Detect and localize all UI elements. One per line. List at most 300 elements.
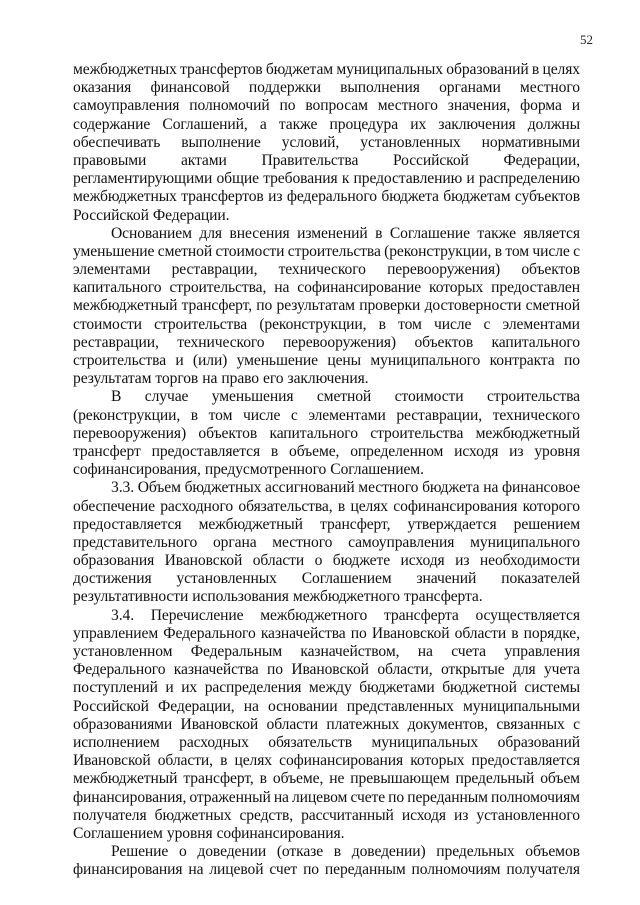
text-line: [73, 861, 580, 879]
text-line: [73, 807, 580, 825]
text-line: [73, 97, 580, 115]
text-line: [73, 588, 580, 606]
word: трансферт,: [320, 515, 391, 533]
word: муниципального: [370, 352, 481, 369]
word: целях: [350, 497, 388, 515]
word: исходя: [401, 806, 446, 824]
word: право: [221, 370, 259, 388]
word: управления: [504, 643, 580, 660]
word: доведении: [197, 843, 267, 861]
word: поддержки: [248, 79, 321, 97]
word: области,: [157, 752, 213, 770]
word: распределению: [478, 170, 580, 188]
word: образований: [497, 733, 580, 751]
word: в: [220, 752, 228, 770]
word: его: [263, 370, 284, 388]
word: для: [199, 224, 222, 242]
text-line: [73, 752, 580, 770]
word: которых: [429, 279, 484, 297]
word: по: [388, 788, 405, 806]
word: на: [274, 279, 290, 297]
word: по: [279, 97, 296, 115]
word: в: [378, 315, 386, 333]
word: учета: [543, 661, 580, 679]
word: между: [308, 679, 352, 697]
text-line: [73, 243, 580, 261]
word: Федерации.: [152, 206, 230, 224]
word: на: [483, 479, 499, 497]
word: исходя: [400, 552, 445, 570]
word: о: [178, 843, 187, 861]
word: строительства: [73, 352, 167, 369]
word: муниципальными: [462, 697, 580, 715]
word: капитального: [73, 279, 162, 297]
word: предоставляется: [471, 752, 580, 770]
word: софинансирования: [279, 752, 404, 770]
word: местного: [272, 533, 333, 551]
word: межбюджетного: [260, 606, 368, 624]
word: строительства: [486, 388, 580, 406]
word: документов,: [407, 715, 488, 733]
word: бюджета: [381, 188, 439, 206]
word: Ивановской: [291, 661, 369, 679]
word: Федерального: [73, 661, 166, 679]
word: строительства: [287, 242, 381, 260]
word: перевооружения): [73, 424, 187, 442]
word: числе: [242, 406, 281, 424]
word: результатам: [276, 297, 355, 315]
word: местного: [519, 79, 580, 97]
word: трансферт: [73, 442, 141, 460]
text-line: [73, 734, 580, 752]
text-line: [73, 443, 580, 461]
word: по: [350, 624, 367, 642]
word: объем: [540, 770, 580, 788]
word: капитального: [491, 333, 580, 351]
word: Ивановской: [73, 752, 151, 770]
word: предоставляется: [151, 442, 261, 460]
word: полномочиям: [411, 861, 501, 879]
word: бюджете: [332, 552, 391, 570]
word: в: [337, 497, 346, 515]
word: из: [268, 188, 283, 206]
word: Российской: [73, 206, 149, 224]
word: представительного: [73, 533, 198, 551]
word: Федеральным: [190, 643, 282, 660]
text-line: [73, 61, 580, 79]
word: сметной: [157, 242, 213, 260]
word: связанных: [496, 715, 565, 733]
word: Соглашением: [301, 570, 392, 588]
word: установленного: [476, 806, 580, 824]
word: лицевом: [292, 788, 348, 806]
word: перевооружения): [387, 261, 501, 279]
word: использования: [192, 588, 289, 606]
word: порядке,: [523, 624, 580, 642]
word: и: [165, 679, 174, 697]
text-line: [73, 534, 580, 552]
word: уровня: [534, 442, 580, 460]
word: бюджетных: [154, 806, 232, 824]
word: в: [190, 406, 199, 424]
word: технического: [492, 406, 580, 424]
word: субъектов: [514, 188, 580, 206]
word: межбюджетных: [73, 61, 177, 78]
word: является: [523, 224, 580, 242]
word: для: [513, 661, 536, 679]
word: реставрации,: [396, 406, 483, 424]
text-line: [73, 643, 580, 661]
word: расходного: [160, 497, 234, 515]
word: числе: [434, 315, 472, 333]
word: бюджетной: [442, 679, 517, 697]
word: процедура: [329, 115, 399, 133]
word: предусмотренного: [204, 461, 327, 479]
word: уровня: [166, 824, 213, 842]
word: том: [208, 406, 233, 424]
word: сметной: [316, 388, 372, 406]
word: Решение: [111, 843, 169, 861]
word: объектов: [521, 261, 580, 279]
word: достоверности: [424, 297, 522, 315]
word: объемов: [525, 843, 580, 861]
word: софинансирования.: [216, 824, 345, 842]
word: выполнение: [181, 133, 261, 151]
word: стоимости: [394, 388, 464, 406]
word: цены: [327, 352, 362, 369]
word: предельных: [436, 843, 515, 861]
word: Соглашением: [73, 824, 163, 842]
word: проверки: [359, 297, 421, 315]
word: том: [505, 242, 530, 260]
word: технического: [278, 261, 366, 279]
word: уменьшения: [211, 388, 294, 406]
word: с: [290, 406, 298, 424]
word: исходя: [454, 442, 499, 460]
word: межбюджетный: [73, 770, 178, 788]
word: средств,: [239, 806, 294, 824]
text-line: [73, 425, 580, 443]
word: объеме,: [272, 770, 324, 788]
word: распределения: [204, 679, 302, 697]
word: (реконструкции,: [384, 242, 492, 260]
text-line: [73, 407, 580, 425]
word: (отказе: [276, 843, 324, 861]
word: с: [483, 315, 491, 333]
word: бюджетам: [265, 61, 334, 78]
word: трансферта.: [404, 588, 483, 606]
word: органа: [212, 533, 257, 551]
word: Перечисление: [150, 606, 244, 624]
word: бюджетам: [443, 188, 511, 206]
text-line: [73, 789, 580, 807]
word: их: [410, 115, 427, 133]
word: образованиями: [73, 715, 173, 733]
word: по: [563, 352, 580, 369]
word: бюджета: [422, 479, 480, 497]
word: сметной: [525, 297, 580, 315]
text-line: [73, 716, 580, 734]
word: основании: [268, 697, 338, 715]
text-line: [73, 225, 580, 243]
text-line: [73, 261, 580, 279]
word: бюджетами: [359, 679, 435, 697]
word: трансфертов: [180, 61, 263, 78]
word: определенном: [350, 442, 444, 460]
text-line: [73, 370, 580, 388]
word: объеме,: [289, 442, 340, 460]
word: также: [278, 115, 318, 133]
word: счете: [350, 788, 386, 806]
word: трансферт,: [183, 770, 254, 788]
page-number: 52: [580, 32, 593, 47]
text-line: [73, 207, 580, 225]
word: изменений: [297, 224, 368, 242]
word: финансирования,: [73, 788, 187, 806]
word: том: [398, 315, 422, 333]
word: по: [256, 297, 273, 315]
word: лицевой: [209, 861, 264, 879]
text-line: [73, 570, 580, 588]
text-line: [73, 334, 580, 352]
word: Соглашение: [389, 224, 470, 242]
word: Федерации,: [158, 697, 235, 715]
word: расходных: [179, 733, 249, 751]
word: по: [266, 661, 283, 679]
word: в: [270, 442, 279, 460]
word: целях: [234, 752, 273, 770]
word: обязательства,: [238, 497, 333, 515]
word: целях: [542, 61, 580, 78]
word: финансовое: [502, 479, 580, 497]
word: значения,: [447, 97, 511, 115]
word: муниципальных: [371, 733, 479, 751]
word: стоимости: [215, 242, 285, 260]
word: муниципальных: [336, 61, 444, 78]
word: установленном: [73, 643, 173, 660]
text-line: [73, 388, 580, 406]
word: счет: [269, 861, 298, 879]
text-line: [73, 661, 580, 679]
word: трансферт,: [181, 297, 252, 315]
word: заключения: [438, 115, 516, 133]
word: области: [252, 552, 305, 570]
text-line: [73, 170, 580, 188]
word: технического: [177, 333, 265, 351]
word: торгов: [155, 370, 199, 388]
word: элементами: [73, 261, 151, 279]
word: Российской: [392, 151, 469, 169]
word: казначейством,: [300, 643, 400, 660]
word: предоставляется: [73, 515, 182, 533]
word: софинансирование: [297, 279, 422, 297]
word: (реконструкции,: [259, 315, 367, 333]
word: самоуправления: [348, 533, 455, 551]
word: о: [314, 552, 323, 570]
word: стоимости: [73, 315, 142, 333]
word: реставрации,: [73, 333, 159, 351]
word: переданным: [407, 788, 488, 806]
word: числе: [532, 242, 570, 260]
word: Ивановской: [371, 624, 450, 642]
word: отраженный: [189, 788, 271, 806]
word: Российской: [73, 697, 149, 715]
word: нормативными: [481, 133, 580, 151]
word: трансфертов: [181, 188, 264, 206]
document-body: [73, 61, 580, 879]
word: установленных: [176, 570, 277, 588]
word: условий,: [281, 133, 340, 151]
word: В: [111, 388, 122, 406]
text-line: [73, 134, 580, 152]
word: предельный: [455, 770, 535, 788]
word: казначейства: [260, 624, 346, 642]
word: в: [333, 843, 342, 861]
word: образования: [73, 552, 155, 570]
word: реставрации,: [171, 261, 258, 279]
word: межбюджетного: [292, 588, 400, 606]
word: полномочиям: [491, 788, 580, 806]
word: элементами: [502, 315, 580, 333]
text-line: [73, 770, 580, 788]
word: из: [509, 442, 524, 460]
text-line: [73, 825, 580, 843]
word: в: [494, 242, 502, 260]
word: межбюджетный: [73, 297, 178, 315]
word: Соглашений,: [162, 115, 248, 133]
word: исполнением: [73, 733, 160, 751]
word: рассчитанный: [301, 806, 394, 824]
word: по: [303, 861, 320, 879]
word: установленных: [360, 133, 461, 151]
word: достижения: [73, 570, 152, 588]
word: внесения: [229, 224, 290, 242]
word: должны: [527, 115, 580, 133]
word: ассигнований: [265, 479, 355, 497]
word: Ивановской: [180, 715, 259, 733]
text-line: [73, 116, 580, 134]
word: получателя: [506, 861, 580, 879]
word: из: [454, 806, 469, 824]
text-line: [73, 498, 580, 516]
word: полномочий: [189, 97, 270, 115]
word: в: [531, 61, 540, 78]
word: к: [341, 170, 350, 188]
word: строительства: [154, 315, 248, 333]
text-line: [73, 79, 580, 97]
word: представленных: [346, 697, 454, 715]
word: правовыми: [73, 151, 147, 169]
word: местного: [358, 479, 419, 497]
word: финансовой: [150, 79, 230, 97]
word: межбюджетный: [198, 515, 303, 533]
word: поступлений: [73, 679, 158, 697]
word: органами: [439, 79, 501, 97]
word: в: [375, 224, 383, 242]
word: переданным: [324, 861, 406, 879]
word: области: [266, 715, 318, 733]
text-line: [73, 625, 580, 643]
word: показателей: [501, 570, 580, 588]
text-line: [73, 352, 580, 370]
word: Объем: [137, 479, 181, 497]
text-line: [73, 152, 580, 170]
word: заключения.: [287, 370, 369, 388]
word: необходимости: [479, 552, 580, 570]
word: самоуправления: [73, 97, 180, 115]
word: казначейства: [173, 661, 259, 679]
word: объектов: [198, 424, 258, 442]
word: уменьшение: [73, 242, 155, 260]
word: 3.3.: [111, 479, 134, 497]
word: с: [573, 242, 580, 260]
word: требования: [263, 170, 338, 188]
word: межбюджетных: [73, 188, 177, 206]
word: (или): [192, 352, 228, 369]
word: открытые: [440, 661, 505, 679]
word: местного: [377, 97, 438, 115]
word: результатам: [73, 370, 152, 388]
word: образований: [446, 61, 529, 78]
word: Ивановской: [164, 552, 243, 570]
word: случае: [144, 388, 189, 406]
word: а: [259, 115, 267, 133]
text-line: [73, 461, 580, 479]
word: значений: [416, 570, 477, 588]
text-line: [73, 552, 580, 570]
word: строительства,: [169, 279, 267, 297]
text-line: [73, 279, 580, 297]
word: предоставлен: [491, 279, 580, 297]
word: на: [188, 861, 204, 879]
word: их: [181, 679, 198, 697]
word: финансирования: [73, 861, 183, 879]
text-line: [73, 516, 580, 534]
word: обязательств: [268, 733, 352, 751]
word: области,: [377, 661, 433, 679]
word: из: [455, 552, 470, 570]
text-line: [73, 297, 580, 315]
word: обеспечение: [73, 497, 155, 515]
word: софинансирования: [393, 497, 518, 515]
word: элементами: [308, 406, 386, 424]
word: области: [454, 624, 507, 642]
word: общие: [216, 170, 259, 188]
word: капитального: [269, 424, 358, 442]
word: в: [511, 624, 519, 642]
word: на: [273, 788, 289, 806]
word: Федерального: [163, 624, 256, 642]
word: актами: [180, 151, 227, 169]
word: счета: [451, 643, 486, 660]
word: решением: [513, 515, 580, 533]
word: которых: [410, 752, 465, 770]
word: (реконструкции,: [73, 406, 181, 424]
word: доведении): [351, 843, 426, 861]
word: муниципального: [470, 533, 580, 551]
text-line: [73, 316, 580, 334]
word: на: [243, 697, 259, 715]
word: и: [175, 352, 184, 369]
word: и: [466, 170, 475, 188]
word: обеспечивать: [73, 133, 161, 151]
word: утверждается: [407, 515, 497, 533]
word: Соглашением.: [330, 461, 424, 479]
word: бюджетных: [184, 479, 262, 497]
word: также: [477, 224, 516, 242]
text-line: [73, 679, 580, 697]
text-line: [73, 698, 580, 716]
